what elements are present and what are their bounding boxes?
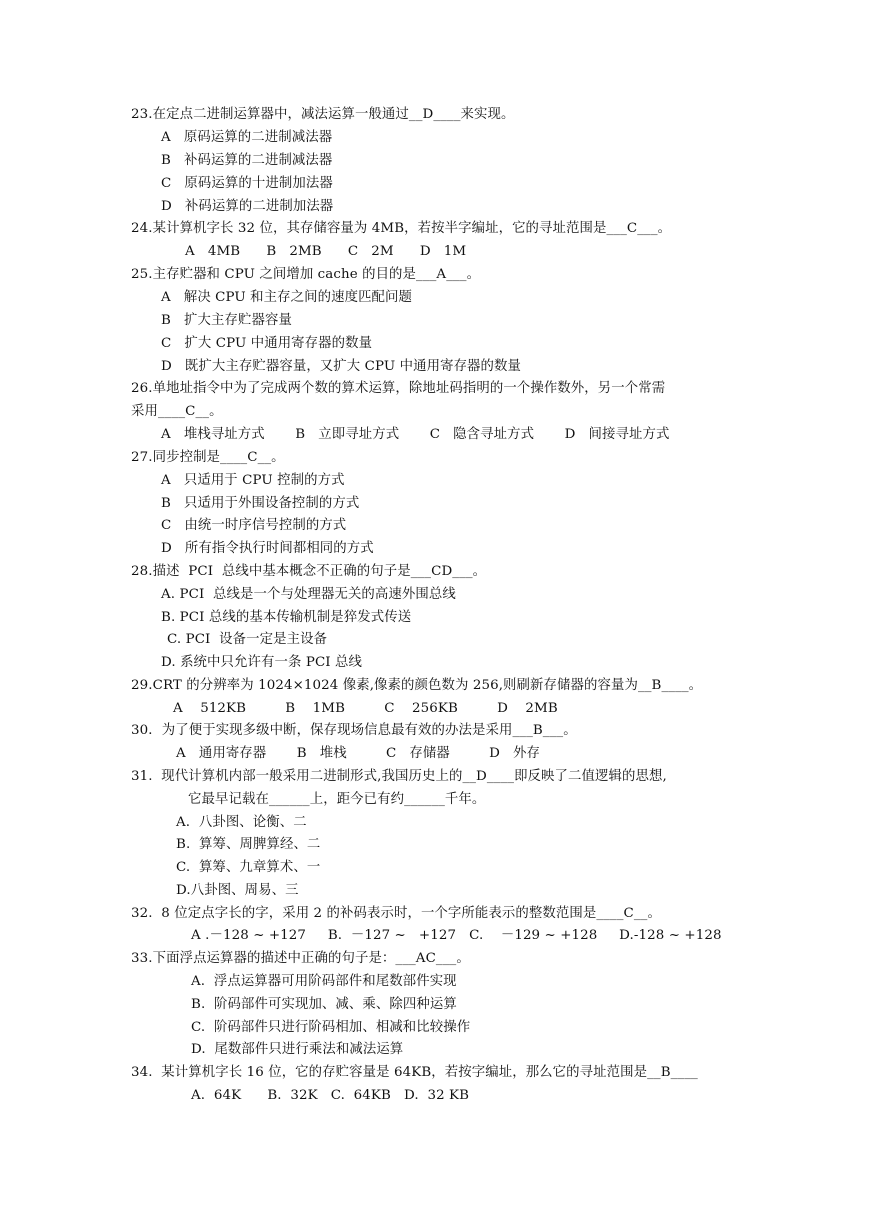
question-23-stem: 23.在定点二进制运算器中，减法运算一般通过__D____来实现。 xyxy=(131,107,515,122)
question-23-option-b: B 补码运算的二进制减法器 xyxy=(161,153,333,168)
question-29-stem: 29.CRT 的分辨率为 1024×1024 像素,像素的颜色数为 256,则刷新存储器的容量为__B____。 xyxy=(131,678,703,693)
question-32-options: A .－128 ~ +127 B. －127 ~ +127 C. －129 ~ +128 D.-128 ~ +128 xyxy=(191,928,722,943)
question-24-stem: 24.某计算机字长 32 位，其存储容量为 4MB，若按半字编址，它的寻址范围是___C___。 xyxy=(131,221,672,236)
question-31-stem-line-2: 它最早记载在______上，距今已有约______千年。 xyxy=(188,792,486,807)
question-30-options: A 通用寄存器 B 堆栈 C 存储器 D 外存 xyxy=(176,746,540,761)
question-33-option-b: B. 阶码部件可实现加、减、乘、除四种运算 xyxy=(191,997,457,1012)
question-28-option-a: A. PCI 总线是一个与处理器无关的高速外围总线 xyxy=(161,587,456,602)
question-28-option-c: C. PCI 设备一定是主设备 xyxy=(167,632,328,647)
question-33-option-a: A. 浮点运算器可用阶码部件和尾数部件实现 xyxy=(191,974,457,989)
question-27-option-d: D 所有指令执行时间都相同的方式 xyxy=(161,541,374,556)
question-32-stem: 32. 8 位定点字长的字，采用 2 的补码表示时，一个字所能表示的整数范围是____C__。 xyxy=(131,906,661,921)
question-25-stem: 25.主存贮器和 CPU 之间增加 cache 的目的是___A___。 xyxy=(131,267,481,282)
question-31-option-d: D.八卦图、周易、三 xyxy=(176,883,299,898)
question-30-stem: 30．为了便于实现多级中断，保存现场信息最有效的办法是采用___B___。 xyxy=(131,723,577,738)
question-33-option-d: D. 尾数部件只进行乘法和减法运算 xyxy=(191,1042,404,1057)
question-23-option-c: C 原码运算的十进制加法器 xyxy=(161,176,333,191)
question-34-stem: 34. 某计算机字长 16 位，它的存贮容量是 64KB，若按字编址，那么它的寻址范围是__B____ xyxy=(131,1065,698,1080)
question-25-option-b: B 扩大主存贮器容量 xyxy=(161,313,292,328)
question-33-stem: 33.下面浮点运算器的描述中正确的句子是：___AC___。 xyxy=(131,951,470,966)
question-25-option-d: D 既扩大主存贮器容量，又扩大 CPU 中通用寄存器的数量 xyxy=(161,359,522,374)
question-27-option-b: B 只适用于外围设备控制的方式 xyxy=(161,496,360,511)
question-26-stem-line-2: 采用____C__。 xyxy=(131,404,223,419)
question-31-option-a: A. 八卦图、论衡、二 xyxy=(176,815,307,830)
question-26-stem-line-1: 26.单地址指令中为了完成两个数的算术运算，除地址码指明的一个操作数外，另一个常需 xyxy=(131,381,666,396)
question-31-option-c: C. 算筹、九章算术、一 xyxy=(176,860,321,875)
question-28-stem: 28.描述 PCI 总线中基本概念不正确的句子是___CD___。 xyxy=(131,564,487,579)
question-25-option-a: A 解决 CPU 和主存之间的速度匹配问题 xyxy=(161,290,413,305)
question-27-stem: 27.同步控制是____C__。 xyxy=(131,450,285,465)
question-27-option-c: C 由统一时序信号控制的方式 xyxy=(161,518,347,533)
question-31-stem-line-1: 31. 现代计算机内部一般采用二进制形式,我国历史上的__D____即反映了二值逻辑的思想, xyxy=(131,769,667,784)
question-33-option-c: C. 阶码部件只进行阶码相加、相减和比较操作 xyxy=(191,1020,471,1035)
question-29-options: A 512KB B 1MB C 256KB D 2MB xyxy=(173,701,558,716)
question-34-options: A. 64K B. 32K C. 64KB D. 32 KB xyxy=(191,1088,470,1103)
question-28-option-d: D. 系统中只允许有一条 PCI 总线 xyxy=(161,655,363,670)
question-28-option-b: B. PCI 总线的基本传输机制是猝发式传送 xyxy=(161,610,412,625)
question-23-option-a: A 原码运算的二进制减法器 xyxy=(161,130,333,145)
question-23-option-d: D 补码运算的二进制加法器 xyxy=(161,199,334,214)
question-25-option-c: C 扩大 CPU 中通用寄存器的数量 xyxy=(161,336,373,351)
question-24-options: A 4MB B 2MB C 2M D 1M xyxy=(185,244,467,259)
question-27-option-a: A 只适用于 CPU 控制的方式 xyxy=(161,473,345,488)
question-26-options: A 堆栈寻址方式 B 立即寻址方式 C 隐含寻址方式 D 间接寻址方式 xyxy=(161,427,670,442)
question-31-option-b: B. 算筹、周脾算经、二 xyxy=(176,837,321,852)
